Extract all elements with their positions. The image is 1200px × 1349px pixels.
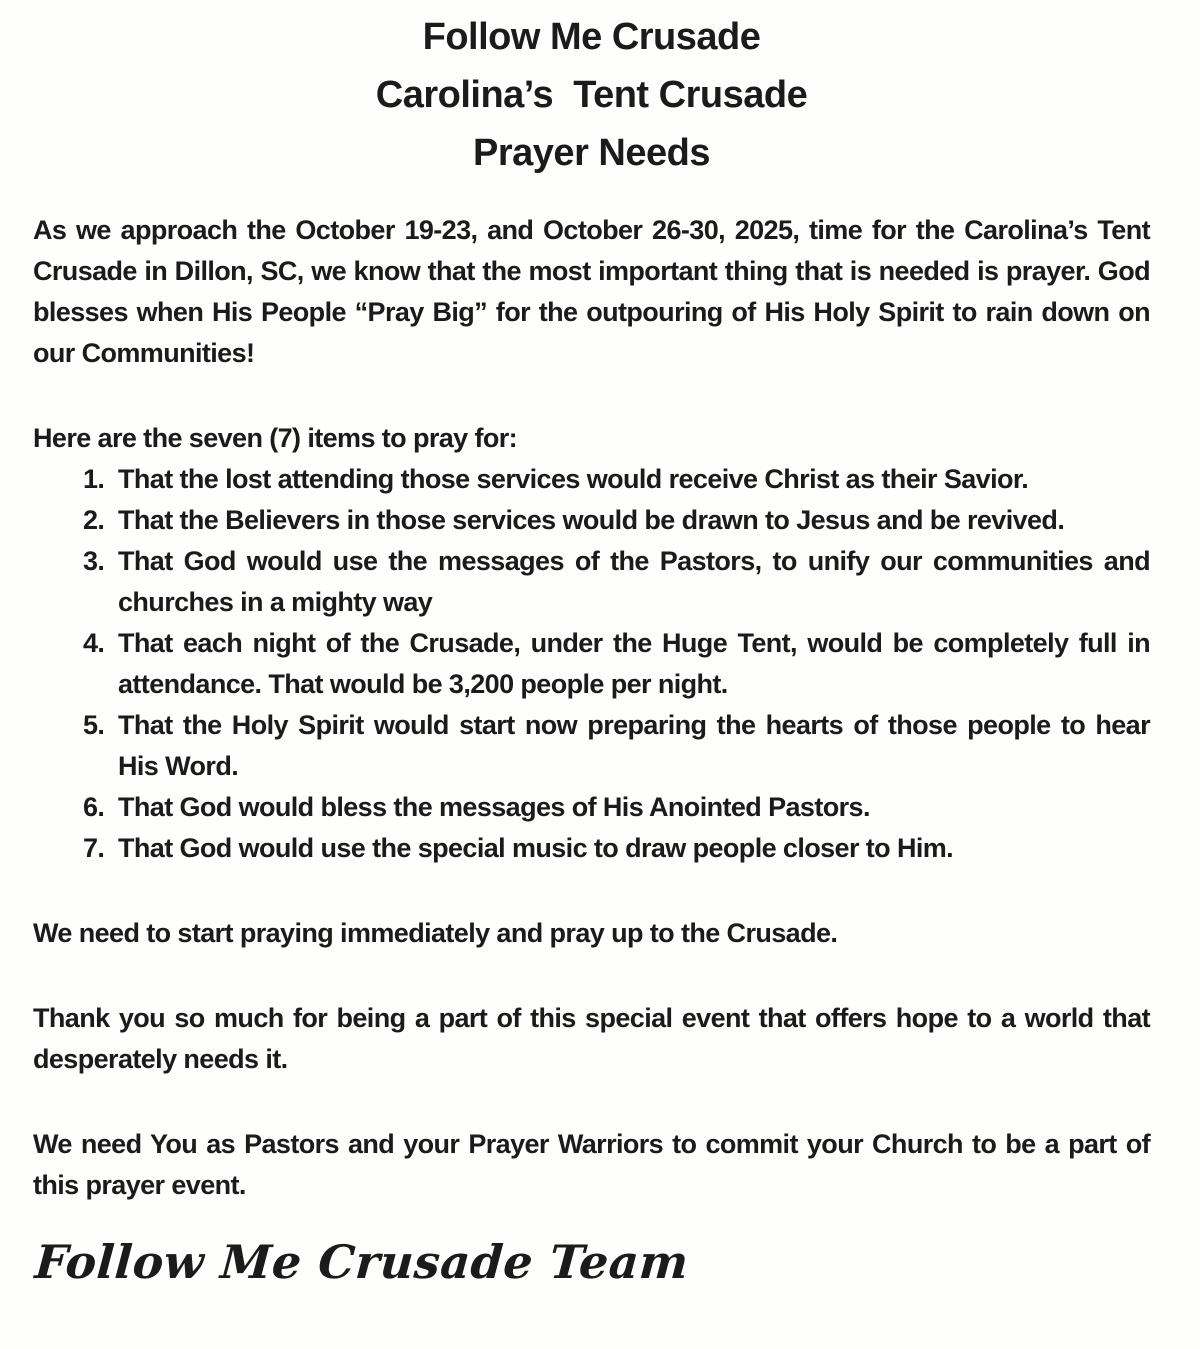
prayer-item-1-text: That the lost attending those services would receive Christ as their Savior. [118, 464, 1029, 494]
prayer-item-7-text: That God would use the special music to draw people closer to Him. [118, 833, 954, 863]
intro-paragraph: As we approach the October 19-23, and October 26-30, 2025, time for the Carolina’s Tent Crusade in Dillon, SC, we know that the most important thing that is needed is prayer. God blesses when His People “Pray Big” for the outpouring of His Holy Spirit to rain down on our Communities! [33, 215, 1150, 368]
title-line-3: Prayer Needs [473, 132, 710, 174]
prayer-item-6-number: 6. [83, 792, 105, 822]
prayer-item-5-text: That the Holy Spirit would start now preparing the hearts of those people to hear His Word. [118, 710, 1150, 781]
title-line-2: Carolina’s Tent Crusade [375, 74, 808, 116]
prayer-item-3-text: That God would use the messages of the Pastors, to unify our communities and churches in a mighty way [118, 546, 1150, 617]
closing-paragraph-thanks: Thank you so much for being a part of this special event that offers hope to a world that desperately needs it. [33, 1003, 1150, 1074]
title-line-1: Follow Me Crusade [422, 16, 761, 58]
prayer-item-2-number: 2. [83, 505, 105, 535]
signature-script: Follow Me Crusade Team [33, 1235, 691, 1289]
prayer-item-2-text: That the Believers in those services would be drawn to Jesus and be revived. [118, 505, 1065, 535]
prayer-item-7-number: 7. [83, 833, 105, 863]
prayer-item-3 [33, 541, 1150, 623]
closing-paragraph-commit: We need You as Pastors and your Prayer Warriors to commit your Church to be a part of this prayer event. [33, 1129, 1150, 1200]
prayer-item-5-number: 5. [83, 710, 105, 740]
prayer-item-1 [33, 459, 1150, 500]
prayer-item-2 [33, 500, 1150, 541]
prayer-item-7 [33, 828, 1150, 869]
prayer-item-6-text: That God would bless the messages of His Anointed Pastors. [118, 792, 870, 822]
prayer-item-4-text: That each night of the Crusade, under the Huge Tent, would be completely full in attendance. That would be 3,200 people per night. [118, 628, 1150, 699]
prayer-item-4-number: 4. [83, 628, 105, 658]
prayer-item-1-number: 1. [83, 464, 105, 494]
prayer-item-3-number: 3. [83, 546, 105, 576]
prayer-item-4 [33, 623, 1150, 705]
prayer-list-heading: Here are the seven (7) items to pray for: [33, 423, 518, 453]
prayer-list [33, 459, 1150, 869]
closing-paragraph-immediately: We need to start praying immediately and pray up to the Crusade. [33, 918, 838, 948]
prayer-item-5 [33, 705, 1150, 787]
prayer-item-6 [33, 787, 1150, 828]
document-title [33, 8, 1150, 182]
